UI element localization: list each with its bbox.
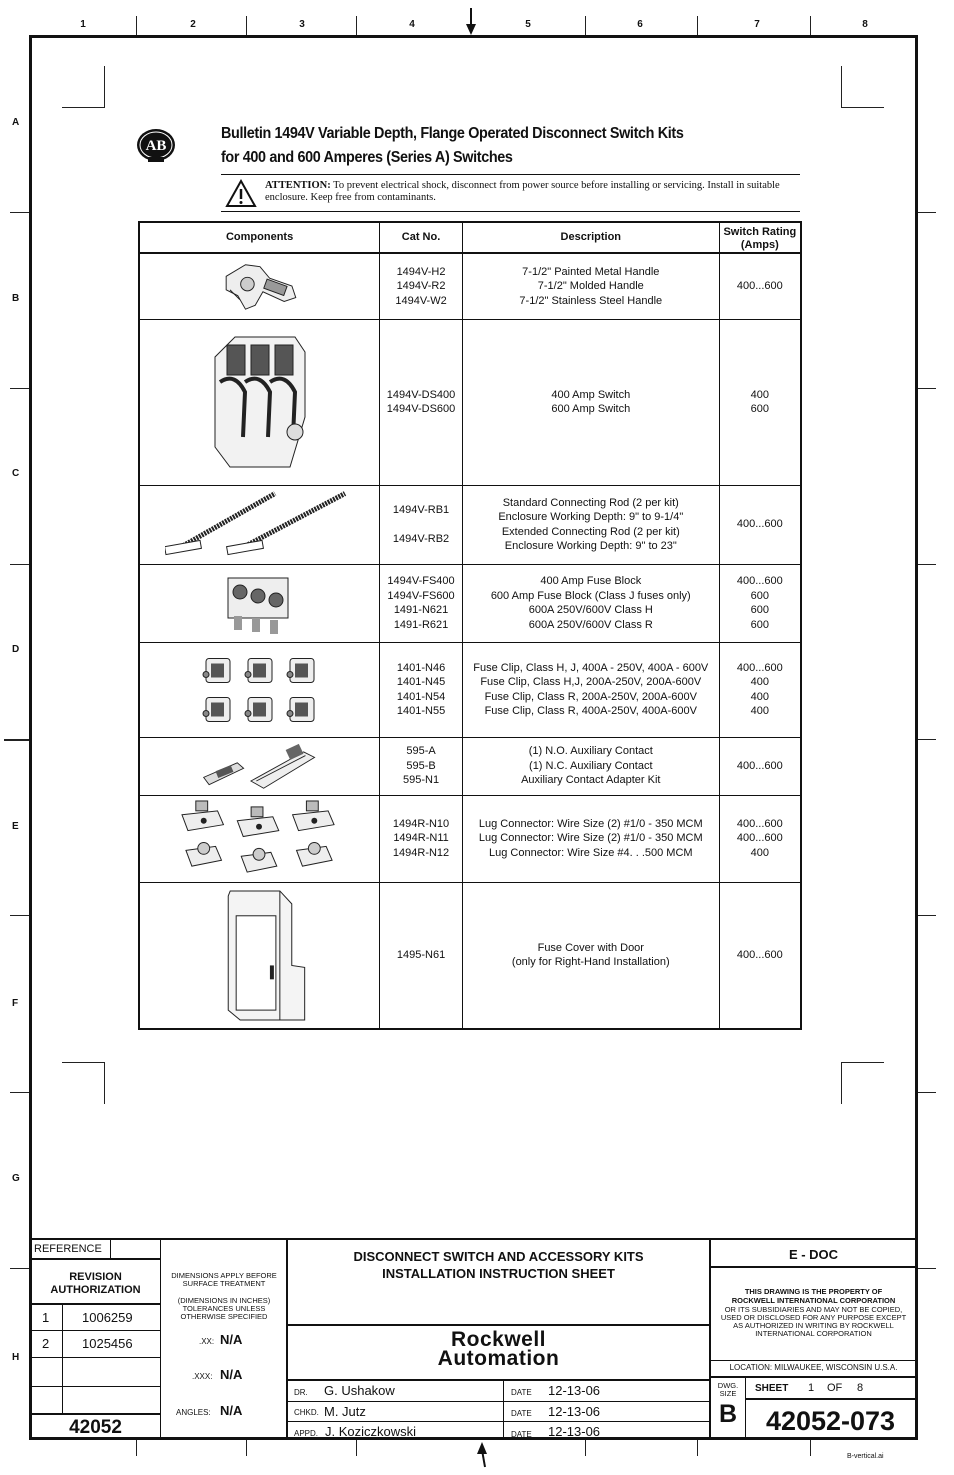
- zone-tick: [136, 1440, 137, 1456]
- cat-no-cell-line: 1494V-DS400: [386, 388, 456, 401]
- cat-no-cell-line: 1494V-H2: [396, 265, 446, 278]
- component-image-cell: [139, 564, 380, 642]
- rating-cell-line: 400...600: [736, 575, 783, 587]
- description-cell: [462, 485, 719, 564]
- center-arrow-bottom-icon: [475, 1442, 489, 1468]
- edoc-label: E - DOC: [788, 1247, 839, 1262]
- divider: [288, 1421, 709, 1422]
- rating-cell-line: 400...600: [736, 759, 783, 772]
- company-name-line2: Automation: [437, 1347, 560, 1370]
- zone-tick: [136, 16, 137, 35]
- cat-no-cell-line: 1494V-RB2: [392, 532, 450, 545]
- component-image-cell: [139, 882, 380, 1029]
- title-block-top-rule: [31, 1238, 916, 1240]
- zone-col-7: 7: [754, 19, 760, 30]
- xxx-value: N/A: [220, 1367, 243, 1382]
- description-cell: [462, 882, 719, 1029]
- date-label: DATE: [511, 1388, 532, 1397]
- divider: [288, 1401, 709, 1402]
- logo-text: AB: [145, 138, 167, 154]
- checked-by-name: M. Jutz: [324, 1404, 366, 1419]
- zone-tick: [918, 1092, 936, 1093]
- description-cell-line: Lug Connector: Wire Size #4. . .500 MCM: [488, 846, 693, 859]
- divider: [31, 1357, 160, 1358]
- zone-tick: [10, 212, 29, 213]
- cat-no-cell: [380, 485, 463, 564]
- table-row: [139, 485, 801, 564]
- cat-no-cell-line: 595-A: [406, 745, 436, 758]
- zone-tick: [246, 1440, 247, 1456]
- angles-label: ANGLES:: [176, 1408, 211, 1417]
- zone-col-6: 6: [637, 19, 643, 30]
- document-title-line1: DISCONNECT SWITCH AND ACCESSORY KITS: [353, 1249, 644, 1264]
- rating-cell-line: 400...600: [736, 280, 783, 292]
- description-cell-line: 7-1/2" Molded Handle: [537, 280, 644, 292]
- description-cell: [462, 319, 719, 485]
- company-name-line1: Rockwell: [450, 1328, 547, 1351]
- header-switch-rating: Switch Rating (Amps): [719, 222, 801, 253]
- zone-tick: [356, 1440, 357, 1456]
- description-cell-line: Fuse Cover with Door: [537, 941, 644, 954]
- fuse-clip-icon: [140, 646, 379, 733]
- approved-date: 12-13-06: [548, 1424, 601, 1439]
- cat-no-cell: [380, 737, 463, 795]
- sheet-total: 8: [857, 1382, 864, 1394]
- cat-no-cell-line: 1494R-N10: [392, 817, 450, 830]
- attention-text: [265, 180, 799, 204]
- rating-cell: [719, 253, 801, 319]
- divider: [31, 1413, 160, 1415]
- description-cell-line: Fuse Clip, Class H,J, 200A-250V, 200A-600V: [480, 676, 702, 688]
- angles-value: N/A: [220, 1403, 243, 1418]
- zone-col-3: 3: [299, 19, 305, 30]
- zone-row-d: D: [12, 644, 20, 655]
- description-cell-line: 7-1/2" Painted Metal Handle: [522, 265, 660, 278]
- crop-mark: [841, 1062, 884, 1104]
- drawing-base-number: 42052: [69, 1417, 122, 1438]
- cat-no-cell: [380, 795, 463, 882]
- table-row: [139, 642, 801, 737]
- revision-num: 1: [42, 1310, 50, 1325]
- description-cell-line: 600 Amp Fuse Block (Class J fuses only): [490, 589, 691, 602]
- description-cell-line: 600A 250V/600V Class R: [528, 618, 653, 631]
- description-cell-line: Lug Connector: Wire Size (2) #1/0 - 350 MCM: [478, 817, 703, 830]
- rating-cell: [719, 642, 801, 737]
- allen-bradley-logo-icon: [135, 127, 177, 165]
- description-cell-line: 600 Amp Switch: [551, 403, 631, 415]
- file-name: B-vertical.ai: [847, 1453, 884, 1460]
- dimensions-note: DIMENSIONS APPLY BEFORE SURFACE TREATMENT: [171, 1271, 277, 1288]
- sheet-of-label: OF: [827, 1382, 843, 1394]
- description-cell: [462, 737, 719, 795]
- description-cell: [462, 253, 719, 319]
- rating-cell-line: 400: [750, 676, 770, 688]
- rating-cell-line: 400...600: [736, 832, 783, 845]
- cat-no-cell-line: 1401-N46: [396, 661, 446, 674]
- divider: [31, 1303, 160, 1305]
- description-cell-line: Enclosure Working Depth: 9" to 9-1/4": [498, 511, 684, 523]
- xx-label: .XX:: [199, 1337, 215, 1346]
- revision-authorization-label: REVISION AUTHORIZATION: [50, 1271, 141, 1296]
- description-cell: [462, 564, 719, 642]
- description-cell-line: 7-1/2" Stainless Steel Handle: [519, 294, 663, 307]
- zone-row-a: A: [12, 117, 20, 128]
- rating-cell-line: 400: [750, 705, 770, 717]
- revision-auth: 1025456: [82, 1336, 133, 1351]
- rating-cell: [719, 319, 801, 485]
- description-cell-line: Lug Connector: Wire Size (2) #1/0 - 350 MCM: [478, 832, 703, 845]
- lug-connector-icon: [140, 799, 379, 878]
- auxiliary-contact-icon: [140, 741, 379, 791]
- header-description: Description: [462, 222, 719, 253]
- rating-cell-line: 400...600: [736, 661, 783, 674]
- attention-body: To prevent electrical shock, disconnect from power source before installing or servicing. Install in suitable enclosure. Keep free from contaminants.: [265, 180, 780, 203]
- zone-tick: [10, 1092, 29, 1093]
- divider: [31, 1330, 160, 1331]
- divider: [160, 1240, 161, 1440]
- description-cell-line: Standard Connecting Rod (2 per kit): [502, 496, 679, 509]
- reference-label: REFERENCE: [34, 1243, 102, 1255]
- table-header-row: [139, 222, 801, 253]
- xxx-label: .XXX:: [192, 1372, 213, 1381]
- table-row: [139, 737, 801, 795]
- document-title-line2: INSTALLATION INSTRUCTION SHEET: [382, 1266, 615, 1281]
- description-cell-line: 400 Amp Switch: [551, 388, 631, 401]
- rating-cell: [719, 882, 801, 1029]
- disconnect-switch-icon: [140, 323, 379, 481]
- connecting-rod-icon: [140, 489, 379, 560]
- cat-no-cell-line: 1494V-DS600: [386, 403, 456, 415]
- rating-cell-line: 600: [750, 618, 770, 631]
- header-components: Components: [139, 222, 380, 253]
- cat-no-cell-line: 1401-N45: [396, 676, 446, 688]
- zone-tick: [918, 388, 936, 389]
- sheet-label: SHEET: [755, 1383, 789, 1394]
- zone-tick: [918, 739, 936, 740]
- divider: [503, 1381, 504, 1440]
- zone-col-2: 2: [190, 19, 196, 30]
- crop-mark: [62, 66, 105, 108]
- zone-tick: [918, 1268, 936, 1269]
- rating-cell-line: 600: [750, 604, 770, 616]
- cat-no-cell-line: 1491-R621: [393, 618, 449, 631]
- cat-no-cell-line: 1401-N55: [396, 705, 446, 717]
- drawing-number: 42052-073: [765, 1406, 896, 1436]
- rating-cell: [719, 485, 801, 564]
- table-row: [139, 319, 801, 485]
- divider: [288, 1379, 709, 1381]
- rating-cell-line: 400: [750, 690, 770, 703]
- component-image-cell: [139, 253, 380, 319]
- revision-num: 2: [42, 1336, 50, 1351]
- description-cell-line: Auxiliary Contact Adapter Kit: [521, 774, 661, 787]
- zone-tick: [918, 212, 936, 213]
- zone-row-f: F: [12, 998, 19, 1009]
- cat-no-cell-line: 1495-N61: [396, 949, 446, 961]
- description-cell-line: Fuse Clip, Class H, J, 400A - 250V, 400A - 600V: [473, 661, 709, 674]
- cat-no-cell-line: 595-N1: [403, 774, 440, 787]
- zone-tick: [810, 1440, 811, 1456]
- zone-tick: [585, 1440, 586, 1456]
- cat-no-cell-line: 1401-N54: [396, 690, 446, 703]
- divider: [31, 1258, 160, 1260]
- cat-no-cell-line: 1494V-RB1: [392, 503, 450, 516]
- description-cell-line: (1) N.C. Auxiliary Contact: [529, 759, 653, 772]
- component-image-cell: [139, 737, 380, 795]
- rating-cell-line: 600: [750, 403, 770, 415]
- location-label: LOCATION: MILWAUKEE, WISCONSIN U.S.A.: [729, 1363, 898, 1372]
- zone-col-5: 5: [525, 19, 531, 30]
- table-row: [139, 882, 801, 1029]
- table-row: [139, 795, 801, 882]
- zone-tick: [918, 915, 936, 916]
- page-title-line2: for 400 and 600 Amperes (Series A) Switches: [221, 149, 513, 166]
- zone-tick: [697, 16, 698, 35]
- crop-mark: [62, 1062, 105, 1104]
- cat-no-cell: [380, 882, 463, 1029]
- zone-row-c: C: [12, 468, 20, 479]
- table-row: [139, 253, 801, 319]
- warning-triangle-icon: [225, 179, 257, 208]
- description-cell-line: Enclosure Working Depth: 9" to 23": [504, 540, 677, 552]
- checked-by-label: CHKD.: [294, 1408, 319, 1417]
- zone-row-h: H: [12, 1352, 20, 1363]
- component-image-cell: [139, 795, 380, 882]
- table-row: [139, 564, 801, 642]
- dwg-size-value: B: [718, 1400, 738, 1428]
- component-image-cell: [139, 642, 380, 737]
- zone-col-8: 8: [862, 19, 868, 30]
- description-cell-line: 600A 250V/600V Class H: [528, 604, 653, 616]
- rating-cell-line: 600: [750, 589, 770, 602]
- zone-tick: [10, 1268, 29, 1269]
- description-cell: [462, 642, 719, 737]
- components-table: [138, 221, 802, 1030]
- date-label: DATE: [511, 1430, 532, 1439]
- divider: [31, 1386, 160, 1387]
- description-cell-line: 400 Amp Fuse Block: [540, 575, 642, 587]
- drawn-by-label: DR.: [294, 1388, 308, 1397]
- cat-no-cell-line: 1494R-N12: [392, 846, 450, 859]
- property-line1: THIS DRAWING IS THE PROPERTY OF: [744, 1287, 883, 1296]
- xx-value: N/A: [220, 1332, 243, 1347]
- description-cell: [462, 795, 719, 882]
- rating-cell: [719, 737, 801, 795]
- fuse-block-icon: [140, 568, 379, 638]
- cat-no-cell: [380, 642, 463, 737]
- divider: [711, 1266, 916, 1268]
- component-image-cell: [139, 485, 380, 564]
- zone-tick: [4, 739, 29, 741]
- company-logo: [288, 1330, 709, 1368]
- zone-col-4: 4: [409, 19, 415, 30]
- divider: [110, 1240, 111, 1258]
- zone-row-b: B: [12, 293, 20, 304]
- page-title-line1: Bulletin 1494V Variable Depth, Flange Operated Disconnect Switch Kits: [221, 125, 684, 142]
- zone-col-1: 1: [80, 19, 86, 30]
- cat-no-cell: [380, 319, 463, 485]
- zone-tick: [810, 16, 811, 35]
- description-cell-line: Extended Connecting Rod (2 per kit): [501, 525, 680, 538]
- zone-tick: [585, 16, 586, 35]
- drawn-date: 12-13-06: [548, 1383, 601, 1398]
- rating-cell-line: 400: [750, 388, 770, 401]
- zone-row-g: G: [12, 1173, 20, 1184]
- checked-date: 12-13-06: [548, 1404, 601, 1419]
- attention-label: ATTENTION:: [265, 180, 331, 191]
- zone-tick: [697, 1440, 698, 1456]
- divider: [288, 1324, 709, 1326]
- cat-no-cell: [380, 564, 463, 642]
- drawn-by-name: G. Ushakow: [324, 1383, 395, 1398]
- rating-cell-line: 400...600: [736, 949, 783, 961]
- property-line2: ROCKWELL INTERNATIONAL CORPORATION: [731, 1296, 896, 1305]
- rating-cell-line: 400...600: [736, 518, 783, 531]
- divider: [62, 1305, 63, 1414]
- zone-tick: [918, 564, 936, 565]
- cat-no-cell-line: 1494V-W2: [395, 294, 447, 307]
- component-image-cell: [139, 319, 380, 485]
- approved-by-name: J. Koziczkowski: [325, 1424, 417, 1439]
- description-cell-line: (only for Right-Hand Installation): [511, 956, 670, 969]
- inches-note: (DIMENSIONS IN INCHES) TOLERANCES UNLESS OTHERWISE SPECIFIED: [177, 1296, 271, 1321]
- description-cell-line: Fuse Clip, Class R, 200A-250V, 200A-600V: [484, 690, 697, 703]
- zone-tick: [10, 564, 29, 565]
- header-cat-no: Cat No.: [380, 222, 463, 253]
- rating-cell: [719, 795, 801, 882]
- zone-tick: [10, 388, 29, 389]
- sheet-number: 1: [808, 1382, 815, 1394]
- zone-tick: [10, 915, 29, 916]
- cat-no-cell-line: 595-B: [406, 759, 436, 772]
- operating-handle-icon: [140, 257, 379, 315]
- zone-tick: [356, 16, 357, 35]
- description-cell-line: Fuse Clip, Class R, 400A-250V, 400A-600V: [484, 705, 697, 717]
- cat-no-cell-line: 1494V-R2: [396, 280, 446, 292]
- crop-mark: [841, 66, 884, 108]
- center-arrow-top-icon: [464, 8, 478, 36]
- divider: [711, 1360, 916, 1361]
- cat-no-cell-line: [380, 517, 462, 532]
- cat-no-cell-line: 1494R-N11: [393, 832, 449, 845]
- cat-no-cell: [380, 253, 463, 319]
- rating-cell: [719, 564, 801, 642]
- property-line3: OR ITS SUBSIDIARIES AND MAY NOT BE COPIED, USED OR DISCLOSED FOR ANY PURPOSE EXCEPT AS AUTHORIZED IN WRITING BY ROCKWELL INTERNATIONAL CORPORATION: [720, 1305, 907, 1338]
- attention-box: [221, 174, 800, 212]
- cat-no-cell-line: 1491-N621: [393, 604, 449, 616]
- approved-by-label: APPD.: [294, 1429, 319, 1438]
- description-cell-line: (1) N.O. Auxiliary Contact: [528, 745, 653, 758]
- divider: [711, 1376, 916, 1378]
- revision-auth: 1006259: [82, 1310, 133, 1325]
- zone-row-e: E: [12, 821, 19, 832]
- dwg-size-label: DWG. SIZE: [717, 1381, 739, 1398]
- cat-no-cell-line: 1494V-FS600: [387, 589, 455, 602]
- rating-cell-line: 400: [750, 846, 770, 859]
- rating-cell-line: 400...600: [736, 817, 783, 830]
- divider: [745, 1398, 916, 1400]
- cat-no-cell-line: 1494V-FS400: [387, 575, 455, 587]
- fuse-cover-icon: [140, 886, 379, 1025]
- zone-tick: [246, 16, 247, 35]
- date-label: DATE: [511, 1409, 532, 1418]
